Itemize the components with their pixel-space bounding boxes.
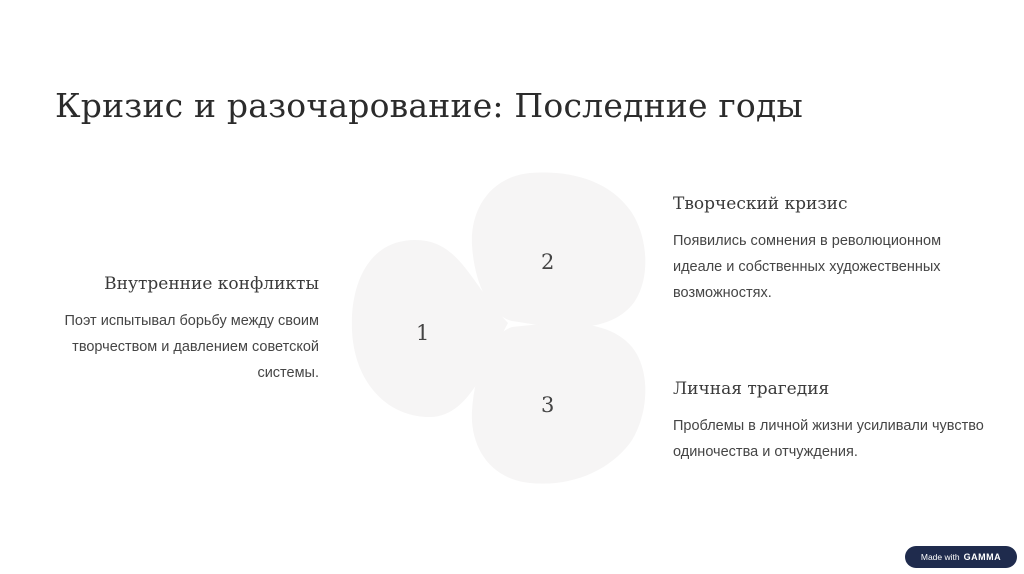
section-creative-crisis <box>673 194 993 306</box>
petal-1-number: 1 <box>416 321 430 345</box>
petal-3 <box>472 323 645 484</box>
petal-3-number: 3 <box>541 393 555 417</box>
section-internal-conflicts <box>59 274 319 386</box>
petal-diagram <box>340 165 660 495</box>
section-personal-tragedy <box>673 379 993 465</box>
badge-prefix: Made with <box>920 552 960 562</box>
section-heading: Личная трагедия <box>673 379 830 399</box>
section-text: Проблемы в личной жизни усиливали чувство одиночества и отчуждения. <box>673 418 984 460</box>
made-with-gamma-badge[interactable] <box>905 546 1017 568</box>
page-title: Кризис и разочарование: Последние годы <box>55 86 803 125</box>
petal-2-number: 2 <box>541 250 555 274</box>
gamma-logo: GAMMA <box>963 552 1002 562</box>
petal-shapes <box>340 165 660 495</box>
section-heading: Творческий кризис <box>673 194 848 214</box>
petal-2 <box>472 172 645 327</box>
section-text: Появились сомнения в революционном идеале и собственных художественных возможностях. <box>673 233 942 301</box>
section-heading: Внутренние конфликты <box>104 274 319 294</box>
section-text: Поэт испытывал борьбу между своим творчеством и давлением советской системы. <box>64 313 319 381</box>
